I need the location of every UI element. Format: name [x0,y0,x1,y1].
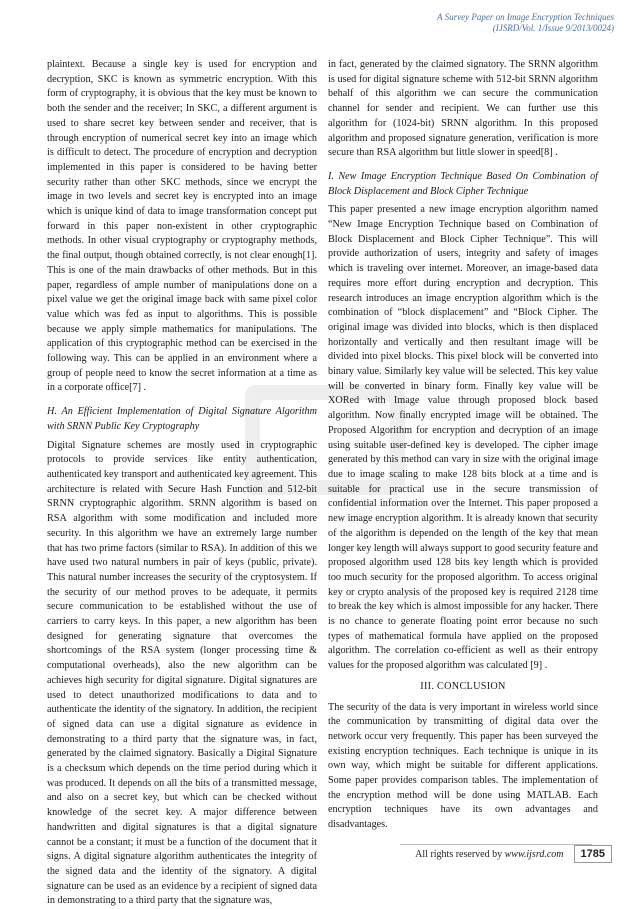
section-title-conclusion: III. CONCLUSION [420,680,506,692]
running-header [294,12,614,34]
header-citation: (IJSRD/Vol. 1/Issue 9/2013/0024) [492,23,614,33]
subheading-h-digital-signature: H. An Efficient Implementation of Digital Signature Algorithm with SRNN Public Key Cryptography [47,406,317,432]
paragraph-srnn: in fact, generated by the claimed signatory. The SRNN algorithm is used for digital signature scheme with 512-bit SRNN algorithm behalf of this algorithm we can secure the communication channel for sender and recipient. We can further use this algorithm for (1024-bit) SRNN algorithm. In this proposed algorithm and proposed signature generation, verification is more secure than RSA algorithm but little slower in speed[8] . [328,59,598,159]
subheading-i-block-displacement: I. New Image Encryption Technique Based On Combination of Block Displacement and Block Cipher Technique [328,170,598,197]
paragraph-conclusion: The security of the data is very important in wireless world since the communication by transmitting of digital data over the network occur very frequently. This paper has been surveyed the existing encryption techniques. Each technique is unique in its own way, which might be suitable for different applications. Some paper provides comparison tables. The implementation of the encryption method will be done using MATLAB. Each encryption techniques have its own advantages and disadvantages. [328,701,598,831]
paragraph-block-displacement: This paper presented a new image encryption algorithm named “New Image Encryption Technique based on Combination of Block Displacement and Block Cipher Technique”. This will provide authorization of users, integrity and safety of images which is traveling over internet. Moreover, an image-based data requires more effort during encryption and decryption. This research introduces an image encryption algorithm which is the combination of “block displacement” and “Block Cipher. The original image was divided into blocks, which is then displaced horizontally and vertically and then resultant image will be divided into pixel blocks. This pixel block will be converted into binary value. Similarly key value will be selected. This key value will be converted in binary form. Finally key value will be XORed with Image value through proposed block based algorithm. Now finally encrypted image will be obtained. The Proposed Algorithm for encryption and decryption of an image using suitable user-defined key is developed. The cipher image generated by this method can vary in size with the original image due to image scaling to make 128 bits block at a time and is suitable for practical use in the secure transmission of confidential information over the Internet. This paper proposed a new image encryption algorithm. It is already known that security of the algorithm is depended on the length of the key that mean longer key length will always support to good security feature and proposed algorithm used 128 bits key length which is provided too much security for the proposed algorithm. To access original key or crypto analysis of the proposed key is required 2128 time to break the key which is almost impossible for any hacker. There is no chance to generate floating point error because no such types of mathematical formula have applied on the proposed algorithm. The correlation co-efficient as well as their entropy values for the proposed algorithm was calculated [9] . [328,204,598,672]
page-number: 1785 [574,845,612,863]
footer-rights-text [415,849,563,860]
paragraph-digital-signature: Digital Signature schemes are mostly used in cryptographic protocols to provide services like entity authentication, authenticated key transport and authenticated key agreement. This architecture is related with Secure Hash Function and 512-bit SRNN cryptographic algorithm. SRNN algorithm is based on RSA algorithm with some modification and included more security. In this algorithm we have an extremely large number that has two prime factors (similar to RSA). In addition of this we have used two natural numbers in pair of keys (public, private). This natural number increases the security of the cryptosystem. If the security of our method proves to be adequate, it permits secure communication to be established without the use of carriers to carry keys. In this paper, a new algorithm has been designed for generating signature that overcomes the shortcomings of the RSA system (longer processing time & computational overheads), also the new algorithm can be achieves high security for digital signature. Digital signatures are used to detect unauthorized modifications to data and to authenticate the identity of the signatory. In addition, the recipient of signed data can use a digital signature as evidence in demonstrating to a third party that the signature was, in fact, generated by the claimed signatory. Basically a Digital Signature is a checksum which depends on the time period during which it was produced. It depends on all the bits of a transmitted message, and also on a secret key, but which can be checked without knowledge of the secret key. A major difference between handwritten and digital signatures is that a digital signature cannot be a constant; it must be a function of the document that it signs. A digital signature algorithm authenticates the integrity of the signed data and the identity of the signatory. A digital signature can be used as an evidence by a recipient of signed data in demonstrating to a third party that the signature was, [47,439,317,907]
right-column [328,58,598,843]
left-column [47,58,317,907]
header-title: A Survey Paper on Image Encryption Techniques [437,12,614,22]
footer-rights-label: All rights reserved by [415,848,503,860]
page-footer [415,845,612,863]
footer-site-link[interactable]: www.ijsrd.com [504,848,564,860]
paragraph-skc: plaintext. Because a single key is used for encryption and decryption, SKC is known as symmetric encryption. With this form of cryptography, it is obvious that the key must be known to both the sender and the receiver; In SKC, a different argument is used to share secret key between sender and receiver, that is through encryption of numerical secret key into an image which is difficult to detect. The procedure of encryption and decryption implemented in this paper is considered to be having better security rather than other SKC methods, since we encrypt the image in two levels and secret key is encrypted into an image which is unique kind of data to image transformation concept put forward in this paper non-existent in other cryptographic methods. In other visual cryptography or cryptography methods, the final output, though obtained correctly, is not clear enough[1]. This is one of the main drawbacks of other methods. But in this paper, regardless of ample number of manipulations done on a pixel value we get the original image back with same pixel color value which was fed as input to algorithms. This is possible because we apply simple mathematics for manipulations. The application of this cryptographic method can be exercised in the following way. This can be applied in an environment where a group of people need to know the secret information at a time as in a corporate office[7] . [47,59,317,394]
